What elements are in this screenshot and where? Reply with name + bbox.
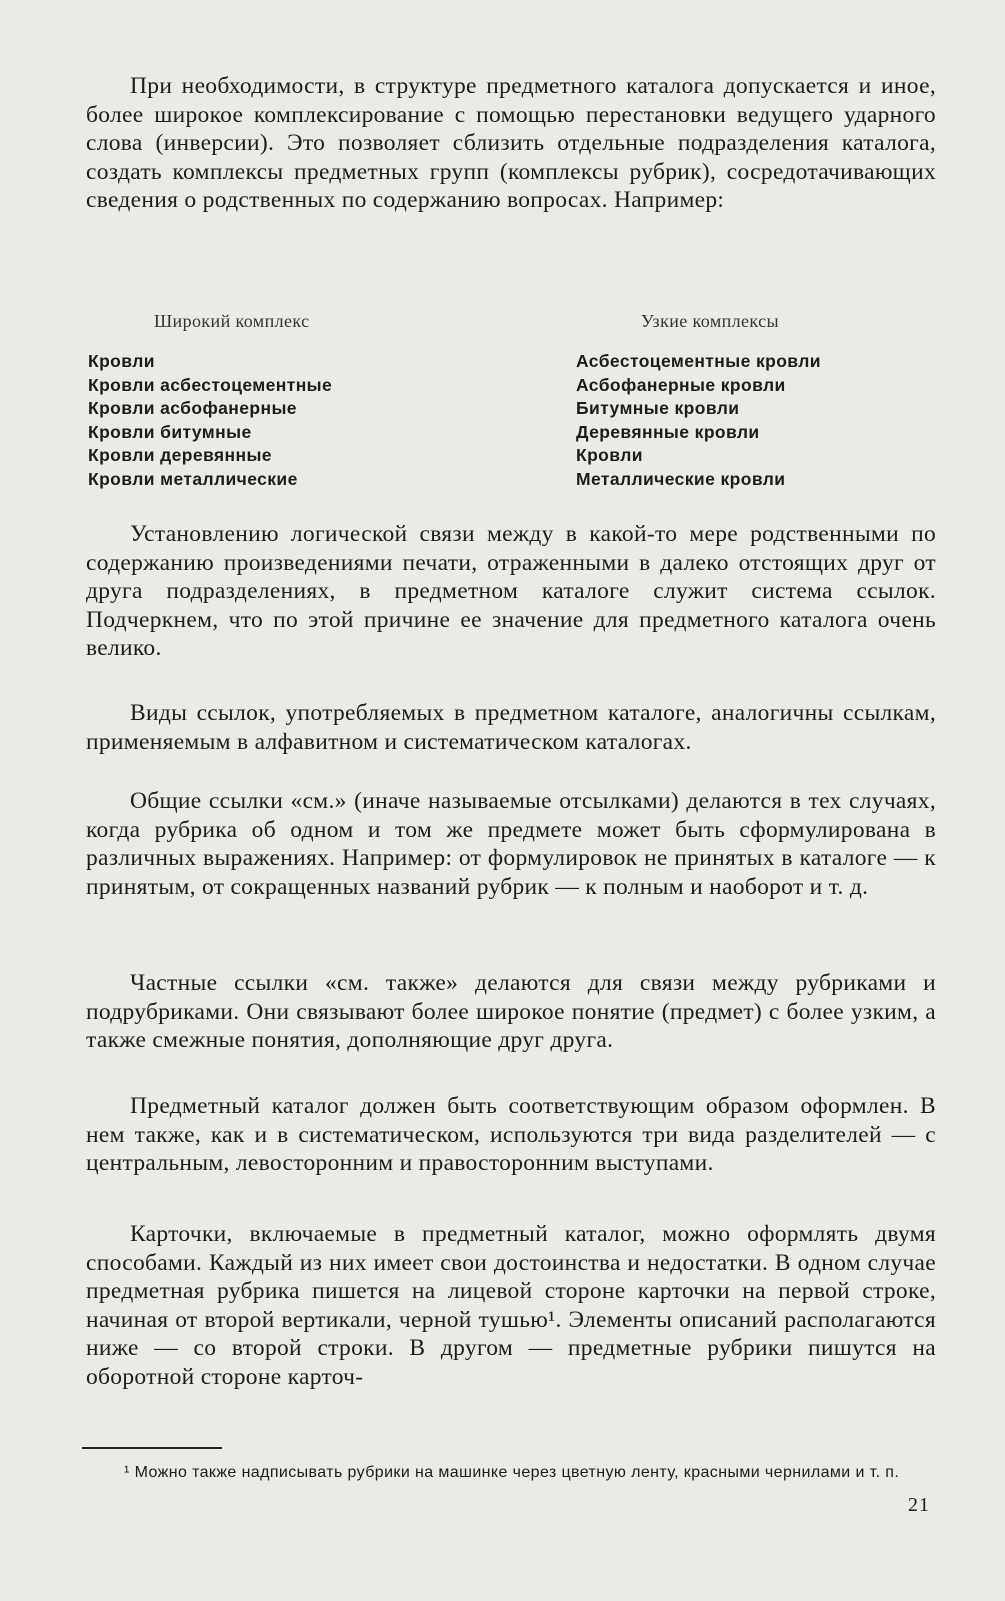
- list-item: Кровли битумные: [88, 421, 252, 442]
- narrow-complexes-heading: Узкие комплексы: [641, 311, 780, 331]
- list-item: Кровли деревянные: [88, 445, 272, 465]
- list-item: Деревянные кровли: [576, 421, 760, 442]
- list-item: Кровли: [576, 445, 643, 465]
- list-item: Битумные кровли: [576, 398, 740, 418]
- list-item: Кровли асбестоцементные: [88, 374, 333, 395]
- footnote: ¹ Можно также надписывать рубрики на машинке через цветную ленту, красными чернилами и т. п.: [124, 1464, 900, 1481]
- list-item: Кровли: [88, 351, 155, 371]
- broad-complex-heading: Широкий комплекс: [154, 311, 310, 331]
- broad-complex-list: [88, 350, 332, 491]
- list-item: Кровли асбофанерные: [88, 398, 297, 418]
- paragraph-catalog-design: Предметный каталог должен быть соответствующим образом оформлен. В нем также, как и в систематическом, используются три вида разделителей — с центральным, левосторонним и правосторонним выступами.: [86, 1093, 936, 1177]
- paragraph-links-system: Установлению логической связи между в какой-то мере родственными по содержанию произведениями печати, отраженными в далеко отстоящих друг от друга подразделениях, в предметном каталоге служит система ссылок. Подчеркнем, что по этой причине ее значение для предметного каталога очень велико.: [86, 521, 936, 662]
- list-item: Асбестоцементные кровли: [576, 351, 821, 371]
- paragraph-link-types: Виды ссылок, употребляемых в предметном каталоге, аналогичны ссылкам, применяемым в алфавитном и систематическом каталогах.: [86, 700, 936, 755]
- narrow-complexes-list: [576, 350, 821, 491]
- paragraph-cards: Карточки, включаемые в предметный каталог, можно оформлять двумя способами. Каждый из них имеет свои достоинства и недостатки. В одном случае предметная рубрика пишется на лицевой стороне карточки на первой строке, начиная от второй вертикали, черной тушью¹. Элементы описаний располагаются ниже — со второй строки. В другом — предметные рубрики пишутся на оборотной стороне карточ-: [86, 1221, 936, 1390]
- list-item: Металлические кровли: [576, 468, 786, 489]
- paragraph-specific-links: Частные ссылки «см. также» делаются для связи между рубриками и подрубриками. Они связывают более широкое понятие (предмет) с более узким, а также смежные понятия, дополняющие друг друга.: [86, 970, 936, 1054]
- page-number: 21: [908, 1494, 930, 1516]
- footnote-divider: [82, 1447, 222, 1449]
- paragraph-general-links: Общие ссылки «см.» (иначе называемые отсылками) делаются в тех случаях, когда рубрика об одном и том же предмете может быть сформулирована в различных выражениях. Например: от формулировок не принятых в каталоге — к принятым, от сокращенных названий рубрик — к полным и наоборот и т. д.: [86, 788, 936, 900]
- list-item: Кровли металлические: [88, 468, 298, 489]
- list-item: Асбофанерные кровли: [576, 374, 786, 395]
- paragraph-intro: При необходимости, в структуре предметного каталога допускается и иное, более широкое комплексирование с помощью перестановки ведущего ударного слова (инверсии). Это позволяет сблизить отдельные подразделения каталога, создать комплексы предметных групп (комплексы рубрик), сосредотачивающих сведения о родственных по содержанию вопросах. Например:: [86, 73, 936, 214]
